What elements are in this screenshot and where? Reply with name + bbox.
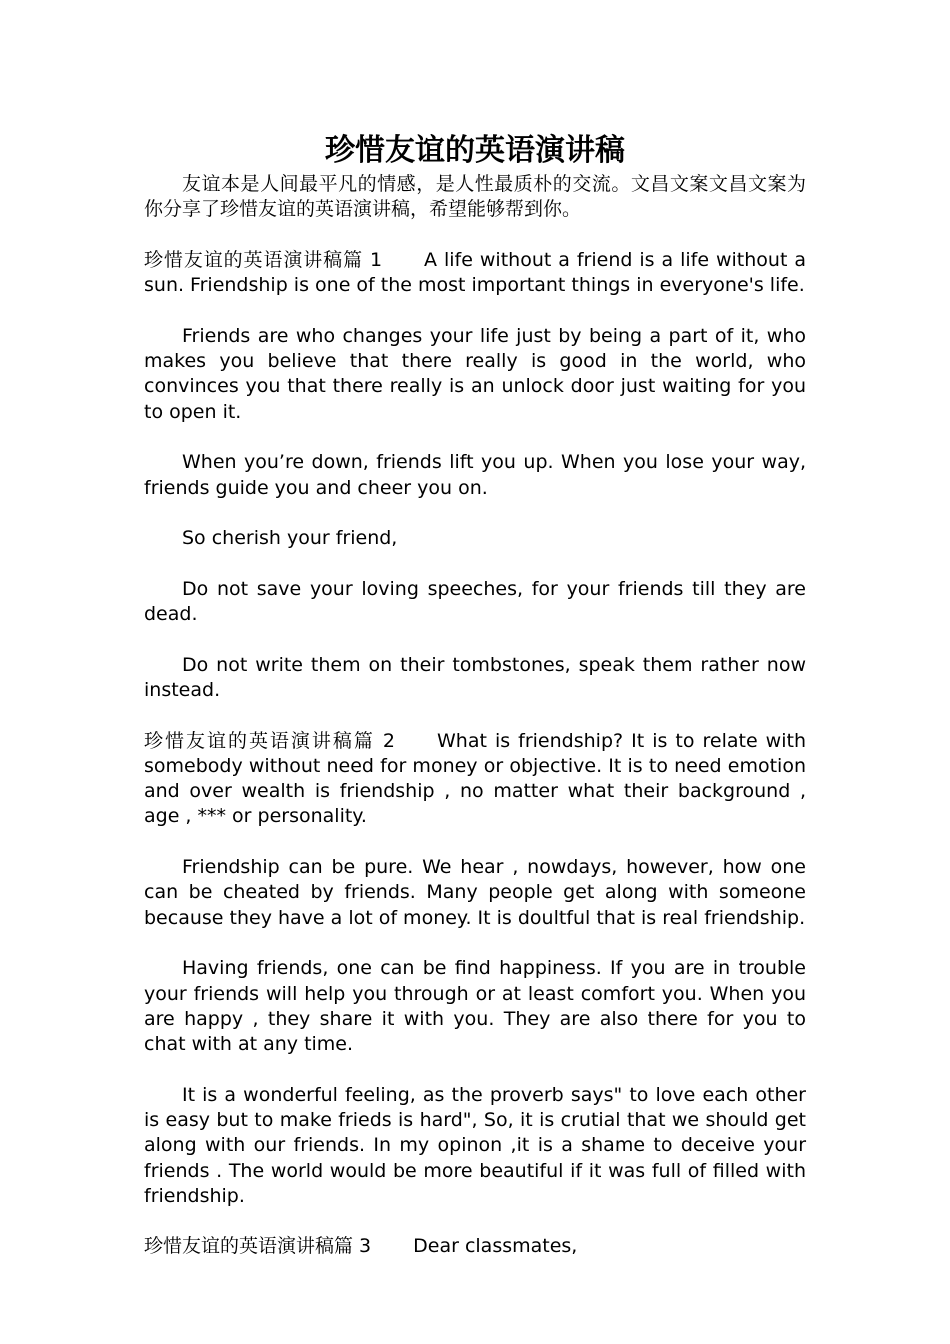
intro-paragraph: 友谊本是人间最平凡的情感，是人性最质朴的交流。文昌文案文昌文案为你分享了珍惜友谊的英语演讲稿，希望能够帮到你。 — [144, 173, 806, 221]
section-1-paragraph: Do not write them on their tombstones, speak them rather now instead. — [144, 653, 806, 701]
section-3-heading: 珍惜友谊的英语演讲稿篇 3 — [144, 1235, 372, 1258]
section-2-paragraph: Friendship can be pure. We hear , nowdays, however, how one can be cheated by friends. Many people get along with someone because they have a lot of money. It is doultful that is real friendship. — [144, 856, 806, 929]
section-1-lead-paragraph — [144, 248, 806, 299]
section-2-paragraph: Having friends, one can be find happiness. If you are in trouble your friends will help you through or at least comfort you. When you are happy , they share it with you. They are also there for you to chat with at any time. — [144, 957, 806, 1056]
section-1-heading: 珍惜友谊的英语演讲稿篇 1 — [144, 248, 383, 271]
section-3-lead: Dear classmates, — [413, 1235, 578, 1258]
section-1-paragraph: Do not save your loving speeches, for your friends till they are dead. — [144, 577, 806, 626]
document-page — [144, 130, 806, 1260]
section-2-heading: 珍惜友谊的英语演讲稿篇 2 — [144, 729, 395, 752]
section-2-lead: What is friendship? It is to relate with somebody without need for money or objective. It is to need emotion and over wealth is friendship , no matter what their background , age , *** or personality. — [144, 729, 806, 828]
section-1-paragraph: Friends are who changes your life just by being a part of it, who makes you believe that there really is good in the world, who convinces you that there really is an unlock door just waiting for you to open it. — [144, 324, 806, 423]
section-3-lead-paragraph — [144, 1234, 806, 1259]
section-1-paragraph: When you’re down, friends lift you up. When you lose your way, friends guide you and cheer you on. — [144, 451, 806, 499]
section-2-paragraph: It is a wonderful feeling, as the proverb says" to love each other is easy but to make frieds is hard", So, it is crutial that we should get along with our friends. In my opinon ,it is a shame to deceive your friends . The world would be more beautiful if it was full of filled with friendship. — [144, 1083, 806, 1207]
section-1-lead: A life without a friend is a life without a sun. Friendship is one of the most important things in everyone's life. — [144, 248, 806, 297]
section-2-lead-paragraph — [144, 729, 806, 830]
document-title: 珍惜友谊的英语演讲稿 — [325, 133, 625, 168]
section-1-paragraph: So cherish your friend, — [182, 527, 398, 550]
